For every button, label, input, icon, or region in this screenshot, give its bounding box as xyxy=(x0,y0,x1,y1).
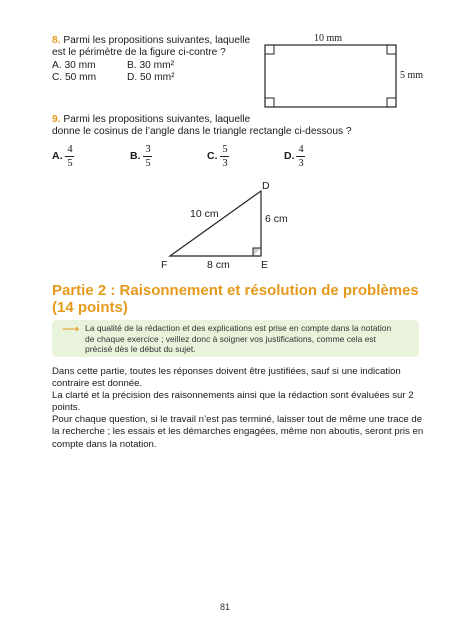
notation-note-box xyxy=(52,320,419,357)
question-9-option-c-label: C. xyxy=(207,150,218,162)
note-line-3: précisé dès le début du sujet. xyxy=(85,344,196,355)
triangle-vertical-side-label: 6 cm xyxy=(265,213,288,225)
question-8-option-b: B. 30 mm² xyxy=(127,60,174,71)
question-9-number: 9. xyxy=(52,114,61,125)
instructions-para3-line1: Pour chaque question, si le travail n’est pas terminé, laisser tout de même une trace de xyxy=(52,414,423,426)
question-9-option-b-numerator: 3 xyxy=(145,144,151,155)
part-2-title-line1: Partie 2 : Raisonnement et résolution de problèmes xyxy=(52,282,419,299)
question-9-option-a-label: A. xyxy=(52,150,63,162)
instructions-para2-line1: La clarté et la précision des raisonnements ainsi que la rédaction sont évaluées sur 2 xyxy=(52,390,414,402)
rectangle-side-label: 5 mm xyxy=(400,70,424,81)
question-8 xyxy=(52,35,262,59)
fraction-bar xyxy=(143,156,152,157)
part-2-title xyxy=(52,282,432,316)
question-8-text: Parmi les propositions suivantes, laquelle xyxy=(63,35,251,46)
question-9-option-d-label: D. xyxy=(284,150,295,162)
instructions xyxy=(52,366,432,451)
rectangle-figure xyxy=(262,42,400,110)
triangle-vertex-d: D xyxy=(262,180,270,192)
question-8-option-a: A. 30 mm xyxy=(52,60,96,71)
fraction-bar xyxy=(65,156,74,157)
question-9-option-c-denominator: 3 xyxy=(222,158,228,169)
question-8-line2: est le périmètre de la figure ci-contre ? xyxy=(52,47,226,59)
question-9-line1 xyxy=(52,114,392,126)
triangle-base-label: 8 cm xyxy=(207,259,230,271)
question-9-option-a-denominator: 5 xyxy=(67,158,73,169)
question-9-option-a-numerator: 4 xyxy=(67,144,73,155)
triangle-vertex-f: F xyxy=(161,259,168,271)
notation-note-text xyxy=(85,323,391,355)
question-9 xyxy=(52,114,392,138)
question-9-line2: donne le cosinus de l’angle dans le triangle rectangle ci-dessous ? xyxy=(52,126,352,138)
question-8-option-d: D. 50 mm² xyxy=(127,72,175,83)
instructions-para1-line2: contraire est donnée. xyxy=(52,378,143,390)
question-9-text: Parmi les propositions suivantes, laquelle xyxy=(63,114,251,125)
question-9-option-d-numerator: 4 xyxy=(298,144,304,155)
page-number: 81 xyxy=(219,602,230,612)
instructions-para3-line2: la recherche ; les essais et les démarches engagées, même non aboutis, seront pris en xyxy=(52,426,424,438)
part-2-title-line2: (14 points) xyxy=(52,299,128,316)
question-9-option-b-denominator: 5 xyxy=(145,158,151,169)
note-line-2: de chaque exercice ; veillez donc à soigner vos justifications, comme cela est xyxy=(85,333,377,344)
question-9-option-c-numerator: 5 xyxy=(222,144,228,155)
instructions-para3-line3: compte dans la notation. xyxy=(52,438,157,450)
instructions-para1-line1: Dans cette partie, toutes les réponses doivent être justifiées, sauf si une indication xyxy=(52,366,401,377)
triangle-hypotenuse-label: 10 cm xyxy=(190,208,219,220)
fraction-bar xyxy=(296,156,305,157)
note-line-1: La qualité de la rédaction et des explications est prise en compte dans la notation xyxy=(85,323,392,333)
question-9-option-d-denominator: 3 xyxy=(298,158,304,169)
rectangle-top-label: 10 mm xyxy=(314,33,343,44)
instructions-para2-line2: points. xyxy=(52,402,81,414)
fraction-bar xyxy=(220,156,229,157)
question-8-line1 xyxy=(52,35,262,47)
arrow-icon: ⟶ xyxy=(62,322,80,336)
triangle-figure xyxy=(165,188,265,260)
triangle-vertex-e: E xyxy=(261,259,269,271)
question-8-option-c: C. 50 mm xyxy=(52,72,97,83)
question-8-number: 8. xyxy=(52,35,61,46)
question-9-option-b-label: B. xyxy=(130,150,141,162)
